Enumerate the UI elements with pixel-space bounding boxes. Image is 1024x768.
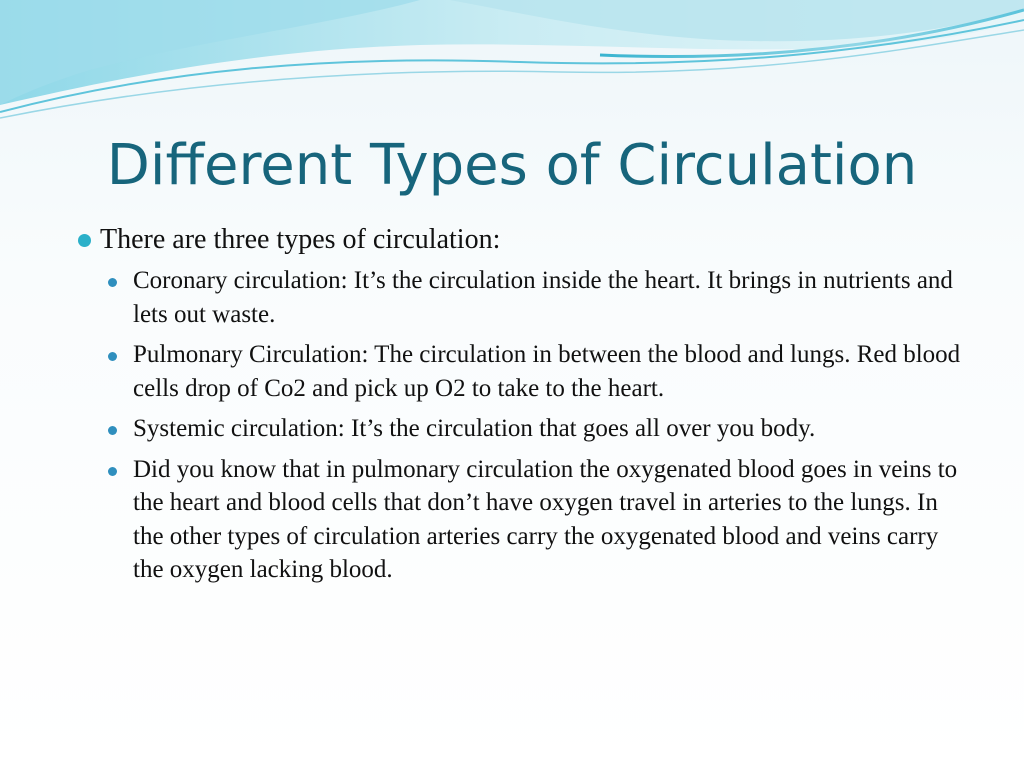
- bullet-icon: [108, 352, 117, 361]
- bullet-icon: [108, 278, 117, 287]
- sub-bullet-pulmonary: [88, 338, 968, 405]
- main-bullet-item: [88, 222, 968, 258]
- sub-bullet-did-you-know: [88, 453, 968, 587]
- bullet-icon: [108, 467, 117, 476]
- sub-bullet-list: [88, 264, 968, 587]
- sub-bullet-text: Coronary circulation: It’s the circulation inside the heart. It brings in nutrients and lets out waste.: [133, 267, 953, 328]
- slide-body: [88, 222, 968, 594]
- main-bullet-text: There are three types of circulation:: [100, 224, 501, 255]
- header-wave-decoration: [0, 0, 1024, 130]
- sub-bullet-systemic: [88, 412, 968, 446]
- sub-bullet-text: Systemic circulation: It’s the circulation that goes all over you body.: [133, 415, 816, 442]
- sub-bullet-text: Did you know that in pulmonary circulation the oxygenated blood goes in veins to the heart and blood cells that don’t have oxygen travel in arteries to the lungs. In the other types of circulation arteries carry the oxygenated blood and veins carry the oxygen lacking blood.: [133, 455, 958, 583]
- bullet-icon: [108, 426, 117, 435]
- bullet-icon: [78, 234, 91, 247]
- sub-bullet-coronary: [88, 264, 968, 331]
- slide-title: Different Types of Circulation: [106, 133, 918, 198]
- sub-bullet-text: Pulmonary Circulation: The circulation in between the blood and lungs. Red blood cells drop of Co2 and pick up O2 to take to the heart.: [133, 341, 961, 402]
